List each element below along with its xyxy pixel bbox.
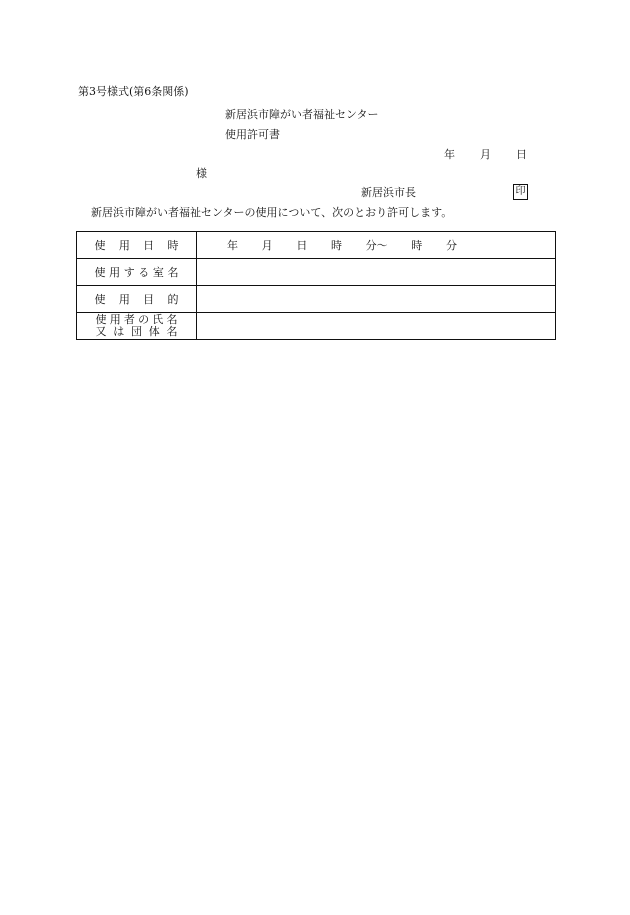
label-char: 室 <box>152 266 164 279</box>
label-char: 時 <box>167 239 179 252</box>
row-label-usage-datetime <box>77 232 197 259</box>
purpose-field[interactable] <box>197 286 556 313</box>
label-char: 使 <box>95 313 107 326</box>
table-row <box>77 259 556 286</box>
label-char: 用 <box>109 313 121 326</box>
time-unit-hour-start: 時 <box>330 239 342 252</box>
form-number: 第3号様式(第6条関係) <box>78 85 189 98</box>
label-char: 名 <box>166 313 178 326</box>
seal-mark: 印 <box>513 184 528 200</box>
date-day-label: 日 <box>516 148 527 161</box>
label-char: 又 <box>95 325 107 338</box>
date-month-label: 月 <box>480 148 491 161</box>
label-char: 用 <box>109 266 121 279</box>
table-row <box>77 313 556 340</box>
label-char: 名 <box>166 325 178 338</box>
issuer-name: 新居浜市長 <box>361 186 416 199</box>
label-char: る <box>138 266 150 279</box>
label-char: 用 <box>118 239 130 252</box>
table-row <box>77 286 556 313</box>
time-unit-day: 日 <box>296 239 308 252</box>
time-unit-minute-end: 分 <box>445 239 457 252</box>
permit-details-table <box>76 231 556 340</box>
label-char: 氏 <box>152 313 164 326</box>
time-unit-minute-start: 分～ <box>365 239 388 252</box>
label-char: 使 <box>94 239 106 252</box>
label-char: 団 <box>131 325 142 338</box>
room-name-field[interactable] <box>197 259 556 286</box>
label-char: 使 <box>94 293 106 306</box>
label-char: 目 <box>143 293 155 306</box>
addressee-honorific: 様 <box>196 167 207 180</box>
date-year-label: 年 <box>444 148 455 161</box>
label-char: は <box>113 325 125 338</box>
table-row <box>77 232 556 259</box>
label-char: 使 <box>94 266 106 279</box>
facility-name: 新居浜市障がい者福祉センター <box>225 108 379 121</box>
label-char: 名 <box>167 266 179 279</box>
usage-datetime-field[interactable] <box>197 232 556 259</box>
row-label-user-or-group <box>77 313 197 340</box>
time-unit-hour-end: 時 <box>411 239 423 252</box>
row-label-purpose <box>77 286 197 313</box>
label-char: 体 <box>148 325 160 338</box>
label-char: す <box>123 266 135 279</box>
label-char: の <box>138 313 150 326</box>
time-unit-month: 月 <box>261 239 273 252</box>
user-or-group-name-field[interactable] <box>197 313 556 340</box>
label-char: 者 <box>123 313 135 326</box>
label-char: 的 <box>167 293 179 306</box>
row-label-room-name <box>77 259 197 286</box>
label-char: 用 <box>118 293 130 306</box>
time-unit-year: 年 <box>227 239 238 252</box>
document-title: 使用許可書 <box>225 128 280 141</box>
label-char: 日 <box>143 239 155 252</box>
permission-statement: 新居浜市障がい者福祉センターの使用について、次のとおり許可します。 <box>91 206 453 219</box>
